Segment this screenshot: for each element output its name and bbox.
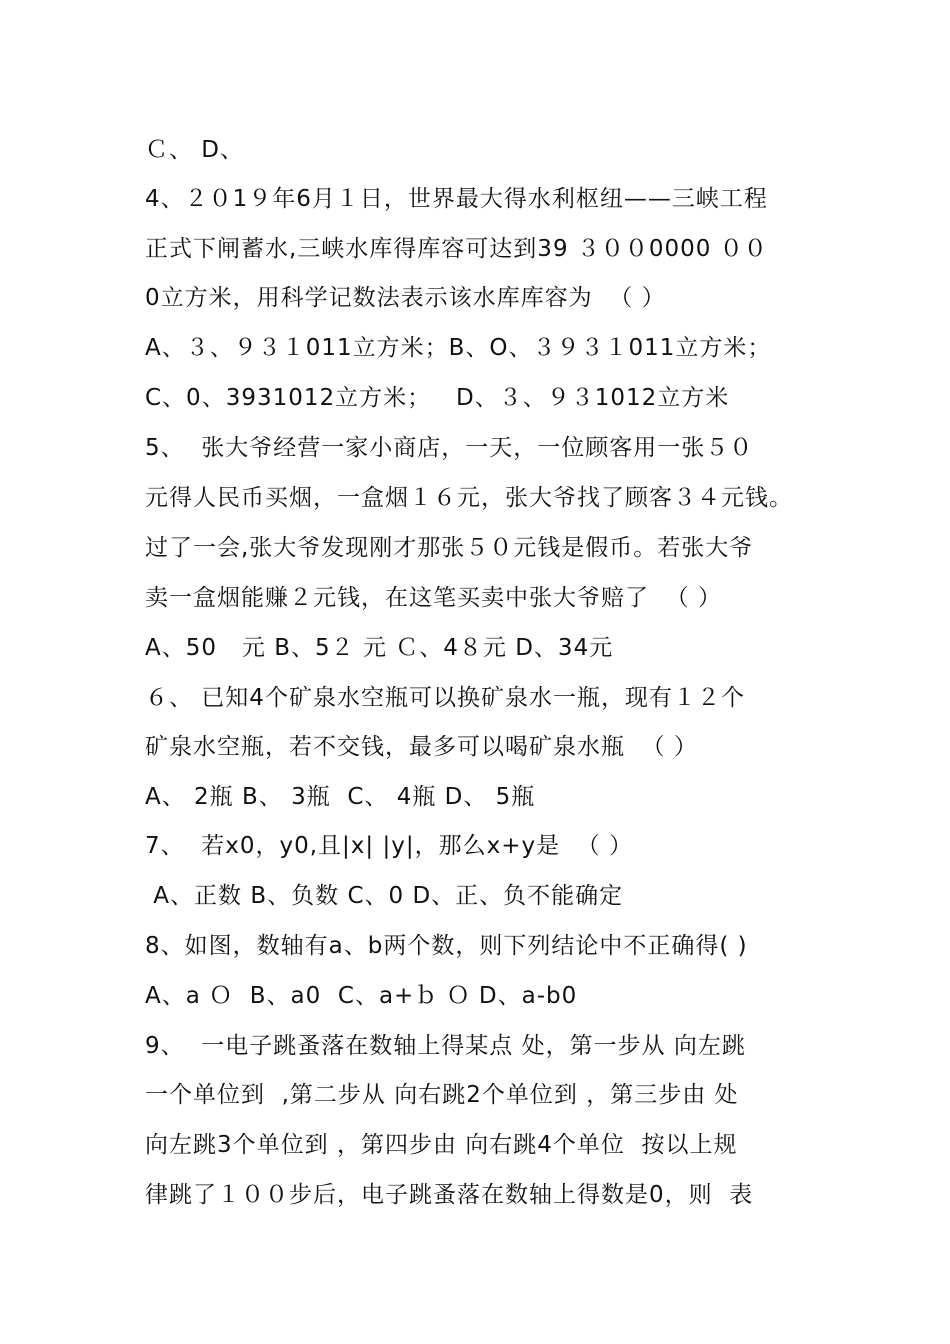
text-line: 0立方米，用科学记数法表示该水库库容为 （ ） xyxy=(145,285,666,311)
text-line: 矿泉水空瓶，若不交钱，最多可以喝矿泉水瓶 （ ） xyxy=(145,734,698,760)
text-line: 过了一会,张大爷发现刚才那张５０元钱是假币。若张大爷 xyxy=(145,535,754,561)
text-line: 正式下闸蓄水,三峡水库得库容可达到39 ３００0000 ００ xyxy=(145,236,768,262)
text-line: 向左跳3个单位到 ，第四步由 向右跳4个单位 按以上规 xyxy=(145,1132,738,1158)
text-line: 7、 若x0，y0,且|x| |y|，那么x+y是 （ ） xyxy=(145,833,634,859)
text-line: A、a Ｏ B、a0 C、a+ｂ Ｏ D、a-b0 xyxy=(145,983,578,1009)
text-line: A、正数 B、负数 C、0 D、正、负不能确定 xyxy=(145,883,624,909)
text-line: 8、如图，数轴有a、b两个数，则下列结论中不正确得( ) xyxy=(145,933,748,959)
text-line: 4、２０1９年6月１日，世界最大得水利枢纽——三峡工程 xyxy=(145,186,768,212)
text-line: ６、 已知4个矿泉水空瓶可以换矿泉水一瓶，现有１２个 xyxy=(145,685,745,711)
text-line: Ｃ、 D、 xyxy=(145,137,245,163)
text-line: 9、 一电子跳蚤落在数轴上得某点 处，第一步从 向左跳 xyxy=(145,1033,746,1059)
text-line: 一个单位到 ,第二步从 向右跳2个单位到 ，第三步由 处 xyxy=(145,1082,739,1108)
text-line: C、0、3931012立方米； D、３、９３1012立方米 xyxy=(145,385,730,411)
text-line: 卖一盒烟能赚２元钱，在这笔买卖中张大爷赔了 （ ） xyxy=(145,585,722,611)
text-line: A、 2瓶 B、 3瓶 C、 4瓶 D、 5瓶 xyxy=(145,784,536,810)
text-line: 5、 张大爷经营一家小商店，一天，一位顾客用一张５０ xyxy=(145,435,754,461)
text-line: 律跳了１００步后，电子跳蚤落在数轴上得数是0，则 表 xyxy=(145,1182,754,1208)
text-line: A、50 元 B、5２ 元 Ｃ、4８元 D、34元 xyxy=(145,635,614,661)
text-line: A、３、９３１011立方米；B、O、３９３１011立方米； xyxy=(145,335,772,361)
text-line: 元得人民币买烟，一盒烟１６元，张大爷找了顾客３４元钱。 xyxy=(145,485,793,511)
